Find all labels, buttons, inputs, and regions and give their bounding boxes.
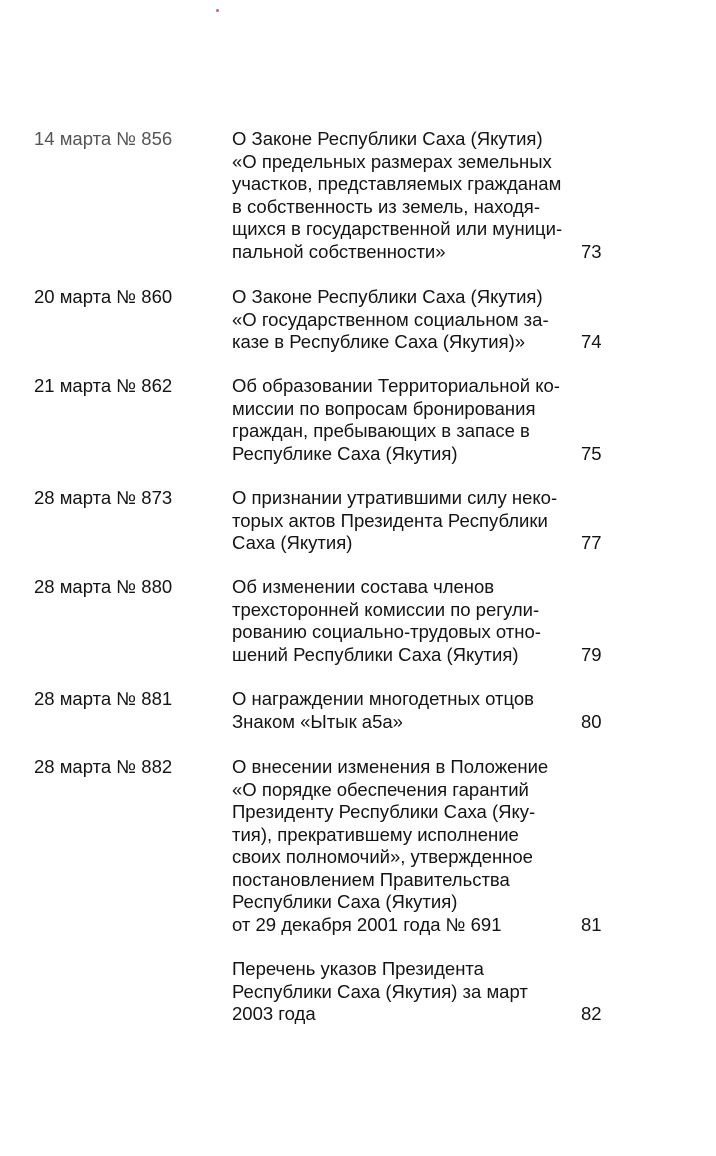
entry-title-line: щихся в государственной или муници- [232, 218, 563, 239]
entry-page-number: 79 [581, 643, 602, 665]
entry-title-line: О Законе Республики Саха (Якутия) [232, 128, 543, 149]
entry-page-number: 74 [581, 331, 602, 352]
entry-title-line: Республике Саха (Якутия) [232, 442, 458, 464]
entry-title-line: торых актов Президента Республики [232, 509, 548, 531]
entry-date: 20 марта № 860 [34, 286, 173, 307]
entry-title-line: О признании утратившими силу неко- [232, 487, 558, 508]
entry-title [232, 487, 577, 555]
scan-speck [216, 9, 219, 12]
entry-title-line: своих полномочий», утвержденное [232, 846, 533, 867]
entry-title-line: Республики Саха (Якутия) за март [232, 980, 528, 1002]
entry-title-line: от 29 декабря 2001 года № 691 [232, 913, 502, 935]
entry-title-line: пальной собственности» [232, 240, 446, 262]
entry-page-number: 73 [581, 240, 602, 262]
entry-title [232, 756, 577, 936]
entry-title [232, 286, 577, 354]
entry-title-line: Об образовании Территориальной ко- [232, 375, 560, 396]
entry-title-line: «О порядке обеспечения гарантий [232, 778, 529, 800]
entry-title [232, 128, 577, 263]
entry-title-line: 2003 года [232, 1003, 316, 1024]
entry-title-line: Президенту Республики Саха (Яку- [232, 801, 536, 822]
entry-title-line: шений Республики Саха (Якутия) [232, 643, 519, 665]
entry-title-line: в собственность из земель, находя- [232, 195, 540, 217]
entry-title-line: постановлением Правительства [232, 868, 510, 890]
entry-title-line: рованию социально-трудовых отно- [232, 621, 541, 642]
entry-date: 28 марта № 882 [34, 756, 173, 777]
entry-date: 21 марта № 862 [34, 375, 173, 396]
entry-date: 14 марта № 856 [34, 128, 173, 149]
entry-title-line: О награждении многодетных отцов [232, 688, 534, 709]
entry-title-line: О Законе Республики Саха (Якутия) [232, 286, 543, 307]
entry-title-line: «О предельных размерах земельных [232, 150, 552, 172]
entry-title-line: Перечень указов Президента [232, 958, 484, 979]
entry-date: 28 марта № 881 [34, 688, 173, 709]
entry-title-line: О внесении изменения в Положение [232, 756, 549, 777]
entry-title-line: Об изменении состава членов [232, 576, 495, 597]
entry-title-line: участков, представляемых гражданам [232, 173, 562, 194]
entry-title-line: Саха (Якутия) [232, 532, 353, 553]
entry-title-line: миссии по вопросам бронирования [232, 397, 536, 419]
entry-page-number: 75 [581, 442, 602, 464]
entry-title [232, 576, 577, 666]
entry-title-line: трехсторонней комиссии по регули- [232, 598, 540, 620]
entry-title-line: казе в Республике Саха (Якутия)» [232, 331, 526, 352]
entry-title [232, 958, 577, 1026]
entry-page-number: 80 [581, 710, 602, 732]
entry-page-number: 77 [581, 532, 602, 553]
entry-date: 28 марта № 873 [34, 487, 173, 508]
entry-title [232, 688, 577, 733]
entry-title-line: Знаком «Ытык а5а» [232, 710, 403, 732]
entry-title-line: Республики Саха (Якутия) [232, 891, 458, 912]
entry-title-line: «О государственном социальном за- [232, 308, 549, 330]
entry-page-number: 81 [581, 913, 602, 935]
entry-title-line: граждан, пребывающих в запасе в [232, 420, 530, 441]
entry-title [232, 375, 577, 465]
entry-date: 28 марта № 880 [34, 576, 173, 597]
entry-page-number: 82 [581, 1003, 602, 1024]
entry-title-line: тия), прекратившему исполнение [232, 823, 519, 845]
